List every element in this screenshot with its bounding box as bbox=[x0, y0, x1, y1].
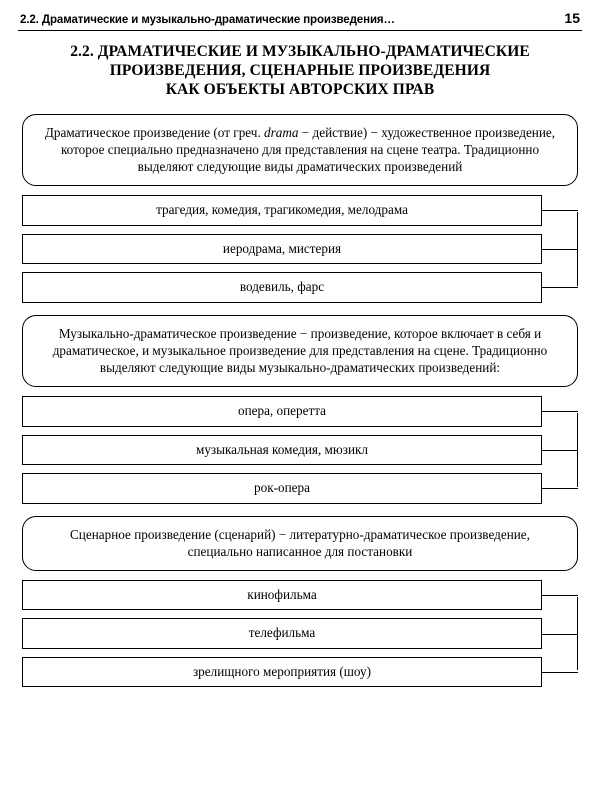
page-title-line-1: 2.2. ДРАМАТИЧЕСКИЕ И МУЗЫКАЛЬНО-ДРАМАТИЧЕСКИЕ bbox=[70, 43, 530, 60]
category-box: зрелищного мероприятия (шоу) bbox=[22, 657, 542, 688]
list-item bbox=[22, 580, 578, 611]
diagram-group-musical-dramatic bbox=[18, 315, 582, 504]
definition-text-pre: Драматическое произведение (от греч. bbox=[44, 124, 265, 140]
definition-box bbox=[22, 114, 578, 186]
definition-text-pre: Сценарное произведение (сценарий) − литературно-драматическое произведение, специально написанное для постановки bbox=[70, 526, 530, 559]
page-number: 15 bbox=[564, 10, 580, 26]
list-item bbox=[22, 473, 578, 504]
definition-box bbox=[22, 516, 578, 571]
category-box: трагедия, комедия, трагикомедия, мелодрама bbox=[22, 195, 542, 226]
page-title-line-3: КАК ОБЪЕКТЫ АВТОРСКИХ ПРАВ bbox=[165, 80, 435, 98]
list-item bbox=[22, 618, 578, 649]
definition-text-pre: Музыкально-драматическое произведение − произведение, которое включает в себя и драматическое, и музыкальное произведение для представления на сцене. Традиционно выделяют следующие виды музыкально-драматических произведений: bbox=[52, 325, 548, 375]
category-box: кинофильма bbox=[22, 580, 542, 611]
list-item bbox=[22, 234, 578, 265]
header-divider bbox=[18, 30, 582, 31]
category-list bbox=[22, 396, 578, 504]
list-item bbox=[22, 195, 578, 226]
definition-text-post: − действие) − художественное произведение, которое специально предназначено для представления на сцене театра. Традиционно выделяют следующие виды драматических произведений bbox=[60, 124, 556, 175]
diagram-group-dramatic bbox=[18, 114, 582, 303]
definition-box bbox=[22, 315, 578, 387]
running-head bbox=[18, 10, 582, 30]
page-title bbox=[24, 43, 576, 100]
definition-text-italic: drama bbox=[264, 124, 299, 140]
category-box: иеродрама, мистерия bbox=[22, 234, 542, 265]
category-box: телефильма bbox=[22, 618, 542, 649]
list-item bbox=[22, 396, 578, 427]
category-box: музыкальная комедия, мюзикл bbox=[22, 435, 542, 466]
category-box: водевиль, фарс bbox=[22, 272, 542, 303]
list-item bbox=[22, 435, 578, 466]
category-box: опера, оперетта bbox=[22, 396, 542, 427]
diagram-group-scenario bbox=[18, 516, 582, 688]
category-list bbox=[22, 195, 578, 303]
page-title-line-2: ПРОИЗВЕДЕНИЯ, СЦЕНАРНЫЕ ПРОИЗВЕДЕНИЯ bbox=[109, 61, 491, 79]
list-item bbox=[22, 272, 578, 303]
category-box: рок-опера bbox=[22, 473, 542, 504]
running-head-title: 2.2. Драматические и музыкально-драматические произведения… bbox=[20, 14, 395, 26]
category-list bbox=[22, 580, 578, 688]
list-item bbox=[22, 657, 578, 688]
